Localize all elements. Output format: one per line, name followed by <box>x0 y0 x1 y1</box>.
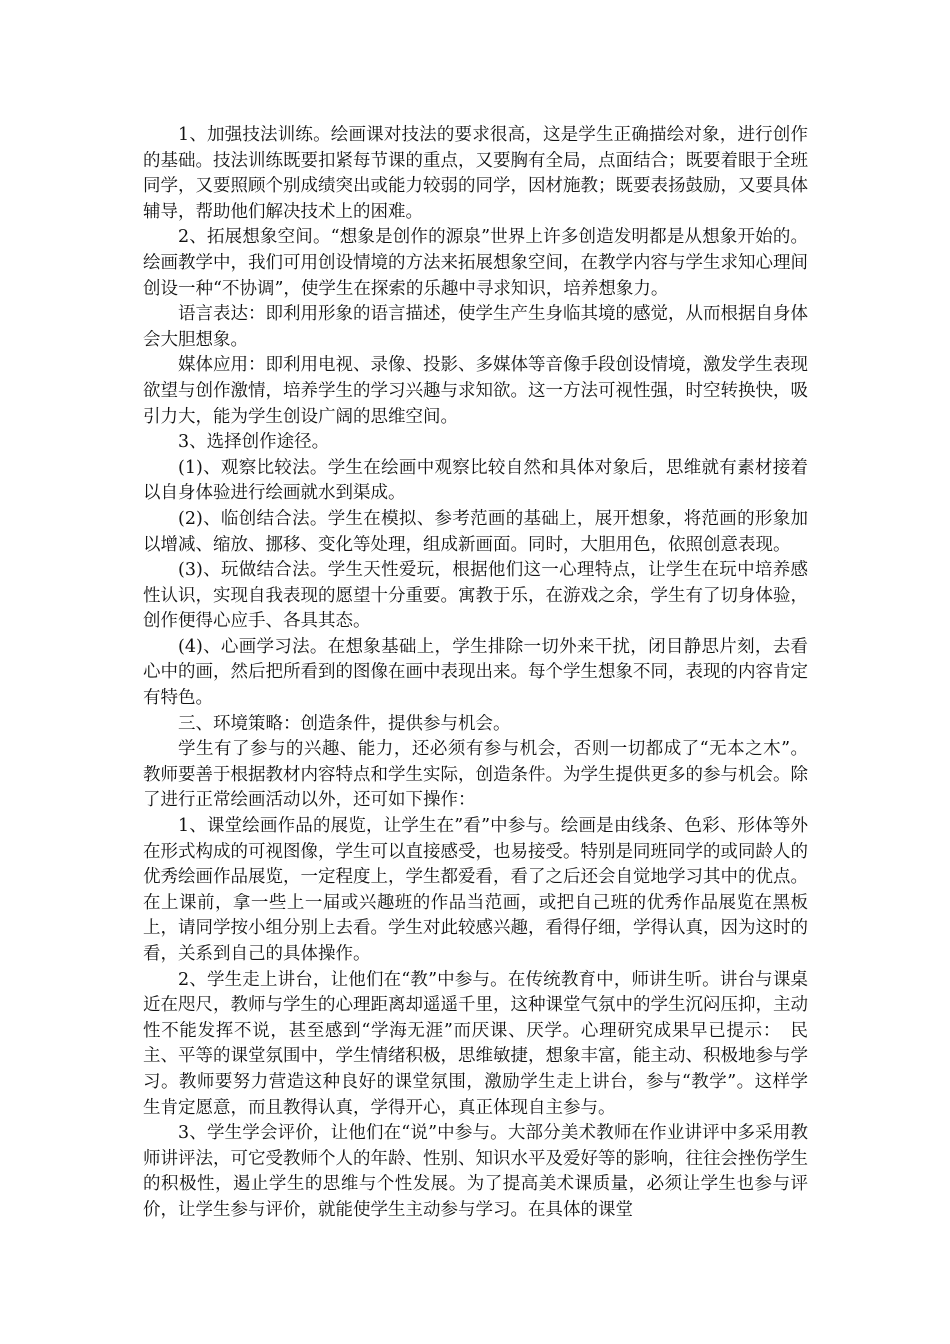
paragraph-environment-strategy-heading: 三、环境策略：创造条件，提供参与机会。 <box>178 713 511 734</box>
paragraph-play-make: (3)、玩做结合法。学生天性爱玩，根据他们这一心理特点，让学生在玩中培养感性认识，实现自我表现的愿望十分重要。寓教于乐，在游戏之余，学生有了切身体验，创作便得心应手、各具其态。 <box>143 560 808 632</box>
paragraph-podium-teaching: 2、学生走上讲台，让他们在“教”中参与。在传统教育中，师讲生听。讲台与课桌近在咫尺，教师与学生的心理距离却遥遥千里，这种课堂气氛中的学生沉闷压抑，主动性不能发挥不说，甚至感到“学海无涯”而厌课、厌学。心理研究成果早已提示： 民主、平等的课堂氛围中，学生情绪积极，思维敏捷，想象丰富，能主动、积极地参与学习。教师要努力营造这种良好的课堂氛围，激励学生走上讲台，参与“教学”。这样学生肯定愿意，而且教得认真，学得开心，真正体现自主参与。 <box>143 969 808 1118</box>
document-body <box>143 123 808 1224</box>
paragraph-mind-painting: (4)、心画学习法。在想象基础上，学生排除一切外来干扰，闭目静思片刻，去看心中的画，然后把所看到的图像在画中表现出来。每个学生想象不同，表现的内容肯定有特色。 <box>143 636 808 709</box>
paragraph-imagination-space: 2、拓展想象空间。“想象是创作的源泉”世界上许多创造发明都是从想象开始的。绘画教学中，我们可用创设情境的方法来拓展想象空间，在教学内容与学生求知心理间创设一种“不协调”，使学生在探索的乐趣中寻求知识，培养想象力。 <box>143 227 808 299</box>
paragraph-media-application: 媒体应用：即利用电视、录像、投影、多媒体等音像手段创设情境，激发学生表现欲望与创作激情，培养学生的学习兴趣与求知欲。这一方法可视性强，时空转换快，吸引力大，能为学生创设广阔的思维空间。 <box>143 355 808 427</box>
paragraph-evaluation: 3、学生学会评价，让他们在“说”中参与。大部分美术教师在作业讲评中多采用教师讲评法，可它受教师个人的年龄、性别、知识水平及爱好等的影响，往往会挫伤学生的积极性，遏止学生的思维与个性发展。为了提高美术课质量，必须让学生也参与评价，让学生参与评价，就能使学生主动参与学习。在具体的课堂 <box>143 1123 808 1220</box>
paragraph-participation-opportunity: 学生有了参与的兴趣、能力，还必须有参与机会，否则一切都成了“无本之木”。教师要善于根据教材内容特点和学生实际，创造条件。为学生提供更多的参与机会。除了进行正常绘画活动以外，还可如下操作： <box>143 739 808 811</box>
paragraph-exhibition: 1、课堂绘画作品的展览，让学生在”看”中参与。绘画是由线条、色彩、形体等外在形式构成的可视图像，学生可以直接感受，也易接受。特别是同班同学的或同龄人的优秀绘画作品展览，一定程度上，学生都爱看，看了之后还会自觉地学习其中的优点。在上课前，拿一些上一届或兴趣班的作品当范画，或把自己班的优秀作品展览在黑板上，请同学按小组分别上去看。学生对此较感兴趣，看得仔细，学得认真，因为这时的看，关系到自己的具体操作。 <box>143 816 808 964</box>
paragraph-creation-path-heading: 3、选择创作途径。 <box>178 432 330 453</box>
paragraph-copy-create: (2)、临创结合法。学生在模拟、参考范画的基础上，展开想象，将范画的形象加以增减、缩放、挪移、变化等处理，组成新画面。同时，大胆用色，依照创意表现。 <box>143 508 808 555</box>
paragraph-observe-compare: (1)、观察比较法。学生在绘画中观察比较自然和具体对象后，思维就有素材接着以自身体验进行绘画就水到渠成。 <box>143 457 808 504</box>
paragraph-technique-training: 1、加强技法训练。绘画课对技法的要求很高，这是学生正确描绘对象，进行创作的基础。技法训练既要扣紧每节课的重点，又要胸有全局，点面结合；既要着眼于全班同学，又要照顾个别成绩突出或能力较弱的同学，因材施教；既要表扬鼓励，又要具体辅导，帮助他们解决技术上的困难。 <box>143 125 808 222</box>
paragraph-language-expression: 语言表达：即利用形象的语言描述，使学生产生身临其境的感觉，从而根据自身体会大胆想象。 <box>143 304 808 350</box>
